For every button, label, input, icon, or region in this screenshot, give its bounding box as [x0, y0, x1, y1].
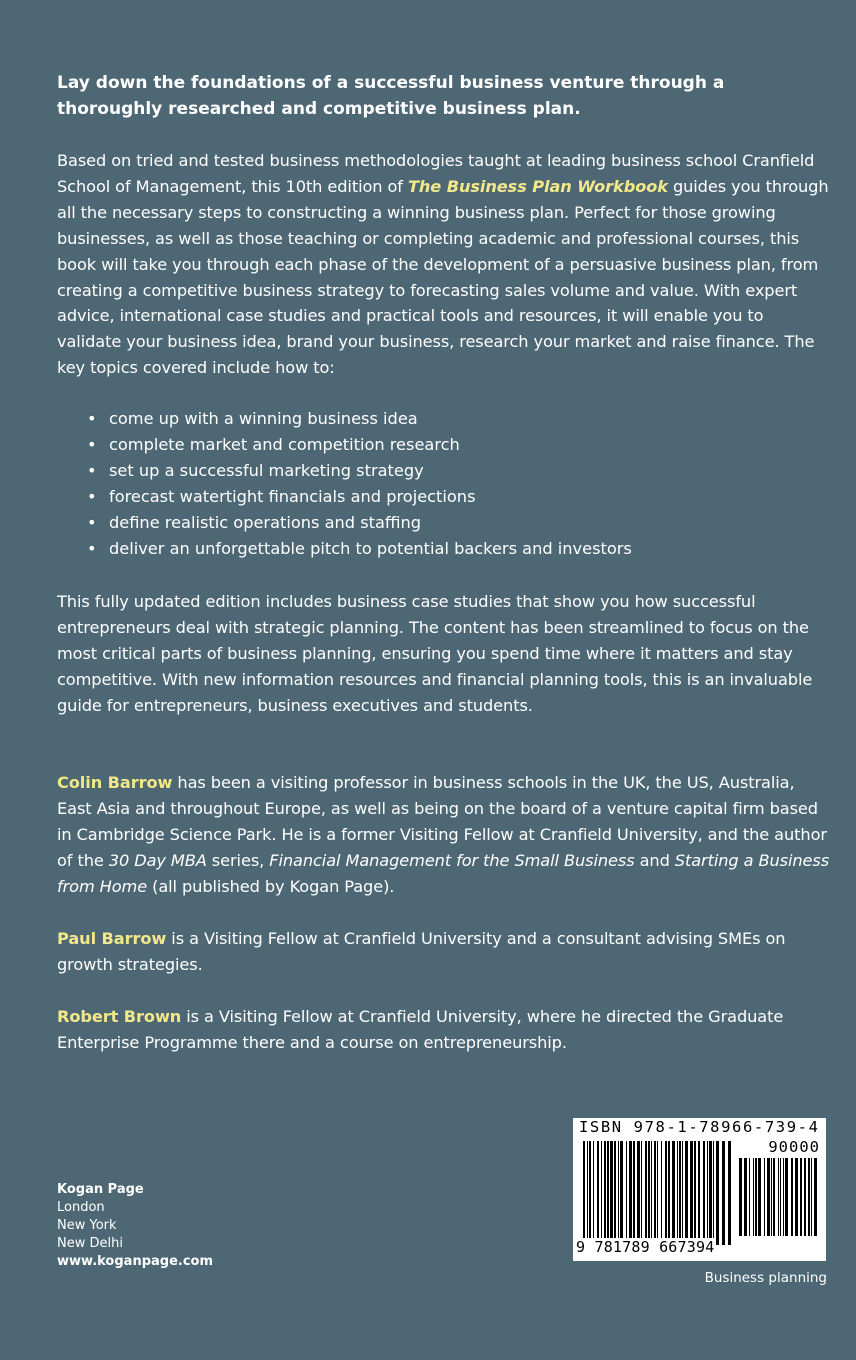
barcode-bar — [607, 1141, 609, 1245]
author-name: Robert Brown — [57, 1007, 182, 1026]
bullet-icon: • — [87, 538, 97, 558]
barcode-bar — [755, 1158, 757, 1236]
barcode-bar — [668, 1141, 670, 1245]
barcode-bar — [620, 1141, 623, 1245]
barcode-bar — [629, 1141, 632, 1245]
barcode-bar — [645, 1141, 647, 1245]
barcode-bar — [758, 1158, 761, 1236]
author-bio-robert-brown: Robert Brown is a Visiting Fellow at Cranfield University, where he directed the Graduate Enterprise Programme there and a course on entrepreneurship. — [57, 1007, 784, 1052]
isbn-label: ISBN 978-1-78966-739-4 — [579, 1118, 820, 1136]
barcode-bar — [778, 1158, 779, 1236]
bullet-icon: • — [87, 409, 97, 428]
barcode-bar — [703, 1141, 705, 1245]
barcode-bar — [679, 1141, 681, 1245]
isbn-barcode — [573, 1118, 826, 1261]
barcode-bar — [682, 1141, 683, 1245]
barcode-bar — [685, 1141, 688, 1245]
barcode-bar — [614, 1141, 616, 1245]
list-item: • define realistic operations and staffing — [57, 510, 817, 536]
barcode-bar — [677, 1141, 678, 1245]
barcode-bar — [641, 1141, 642, 1245]
author-bio-paul-barrow: Paul Barrow is a Visiting Fellow at Cranfield University and a consultant advising SMEs on growth strategies. — [57, 929, 786, 974]
barcode-bar — [657, 1141, 658, 1245]
barcode-bar — [672, 1141, 675, 1245]
barcode-bar — [593, 1141, 594, 1245]
publisher-name: Kogan Page — [57, 1182, 144, 1197]
barcode-bar — [753, 1158, 754, 1236]
barcode-bar — [764, 1158, 765, 1236]
work-title: Starting a Business from Home — [57, 851, 830, 896]
barcode-bar — [651, 1141, 652, 1245]
author-bio-colin-barrow: Colin Barrow has been a visiting professor in business schools in the UK, the US, Australia, East Asia and throughout Europe, as well as being on the board of a venture capital firm based in Cambridge Science Park. He is a former Visiting Fellow at Cranfield University, and the author of the 30 Day MBA series, Financial Management for the Small Business and Starting a Business from Home (all published by Kogan Page). — [57, 773, 830, 896]
barcode-bar — [709, 1141, 712, 1245]
barcode-addon-bars — [739, 1158, 819, 1238]
barcode-bar — [618, 1141, 619, 1245]
edition-note: This fully updated edition includes business case studies that show you how successful entrepreneurs deal with strategic planning. The content has been streamlined to focus on the most critical parts of business planning, ensuring you spend time where it matters and stay competitive. With new information resources and financial planning tools, this is an invaluable guide for entrepreneurs, business executives and students. — [57, 592, 813, 715]
barcode-bar — [690, 1141, 693, 1245]
list-item: • deliver an unforgettable pitch to potential backers and investors — [57, 536, 817, 562]
barcode-bar — [589, 1141, 591, 1245]
category-label: Business planning — [704, 1270, 827, 1286]
book-title: The Business Plan Workbook — [407, 176, 668, 196]
barcode-addon-number: 90000 — [768, 1138, 820, 1156]
barcode-bar — [749, 1158, 750, 1236]
list-item: • come up with a winning business idea — [57, 406, 817, 432]
barcode-bar — [637, 1141, 640, 1245]
barcode-bar — [713, 1141, 714, 1245]
bullet-icon: • — [87, 434, 97, 454]
barcode-bar — [583, 1141, 585, 1245]
barcode-bar — [648, 1141, 650, 1245]
barcode-bar — [610, 1141, 613, 1245]
barcode-bar — [698, 1141, 700, 1245]
barcode-bar — [795, 1158, 798, 1236]
publisher-city: London — [57, 1200, 105, 1215]
list-item: • forecast watertight financials and projections — [57, 484, 817, 510]
barcode-bar — [654, 1141, 656, 1245]
list-item: • complete market and competition research — [57, 432, 817, 458]
barcode-bar — [804, 1158, 806, 1236]
author-name: Colin Barrow — [57, 773, 173, 792]
barcode-bar — [739, 1158, 742, 1236]
publisher-url: www.koganpage.com — [57, 1254, 214, 1269]
barcode-bar — [722, 1141, 725, 1245]
barcode-bar — [808, 1158, 810, 1236]
barcode-bar — [604, 1141, 606, 1245]
barcode-bar — [626, 1141, 627, 1245]
publisher-city: New York — [57, 1218, 117, 1233]
barcode-bar — [783, 1158, 784, 1236]
list-item: • set up a successful marketing strategy — [57, 458, 817, 484]
barcode-bar — [694, 1141, 696, 1245]
bullet-icon: • — [87, 460, 97, 480]
barcode-bar — [785, 1158, 788, 1236]
work-title: Financial Management for the Small Business — [269, 851, 635, 870]
bullet-icon: • — [87, 486, 97, 506]
barcode-bar — [633, 1141, 635, 1245]
barcode-bar — [791, 1158, 793, 1236]
barcode-bar — [814, 1158, 817, 1236]
publisher-city: New Delhi — [57, 1236, 123, 1251]
description-text-2: guides you through all the necessary steps to constructing a winning business plan. Perfect for those growing businesses, as well as those teaching or completing academic and professional courses, this book will take you through each phase of the development of a persuasive business plan, from creating a competitive business strategy to forecasting sales volume and value. With expert advice, international case studies and practical tools and resources, it will enable you to validate your business idea, brand your business, research your market and raise finance. The key topics covered include how to: — [57, 176, 829, 378]
barcode-bar — [716, 1141, 719, 1245]
barcode-bars — [583, 1141, 731, 1251]
barcode-bar — [665, 1141, 667, 1245]
barcode-bar — [707, 1141, 708, 1245]
barcode-bar — [800, 1158, 802, 1236]
description-text-1: Based on tried and tested business methodologies taught at leading business school Cranfield School of Management, this 10th edition of — [57, 151, 815, 196]
barcode-bar — [661, 1141, 662, 1245]
description-paragraph — [57, 148, 832, 381]
work-title: 30 Day MBA — [108, 851, 207, 870]
bullet-icon: • — [87, 512, 97, 532]
barcode-bar — [771, 1158, 772, 1236]
barcode-bar — [773, 1158, 775, 1236]
barcode-bar — [587, 1141, 588, 1245]
barcode-bar — [744, 1158, 747, 1236]
barcode-digits: 9 781789 667394 — [576, 1238, 715, 1256]
barcode-bar — [767, 1158, 770, 1236]
topics-list — [57, 406, 817, 561]
intro-blurb: Lay down the foundations of a successful business venture through a thoroughly researched and competitive business plan. — [57, 73, 725, 119]
barcode-bar — [780, 1158, 781, 1236]
barcode-bar — [601, 1141, 602, 1245]
publisher-block — [57, 1181, 213, 1271]
barcode-bar — [597, 1141, 599, 1245]
barcode-bar — [728, 1141, 731, 1245]
author-name: Paul Barrow — [57, 929, 167, 948]
barcode-bar — [811, 1158, 812, 1236]
